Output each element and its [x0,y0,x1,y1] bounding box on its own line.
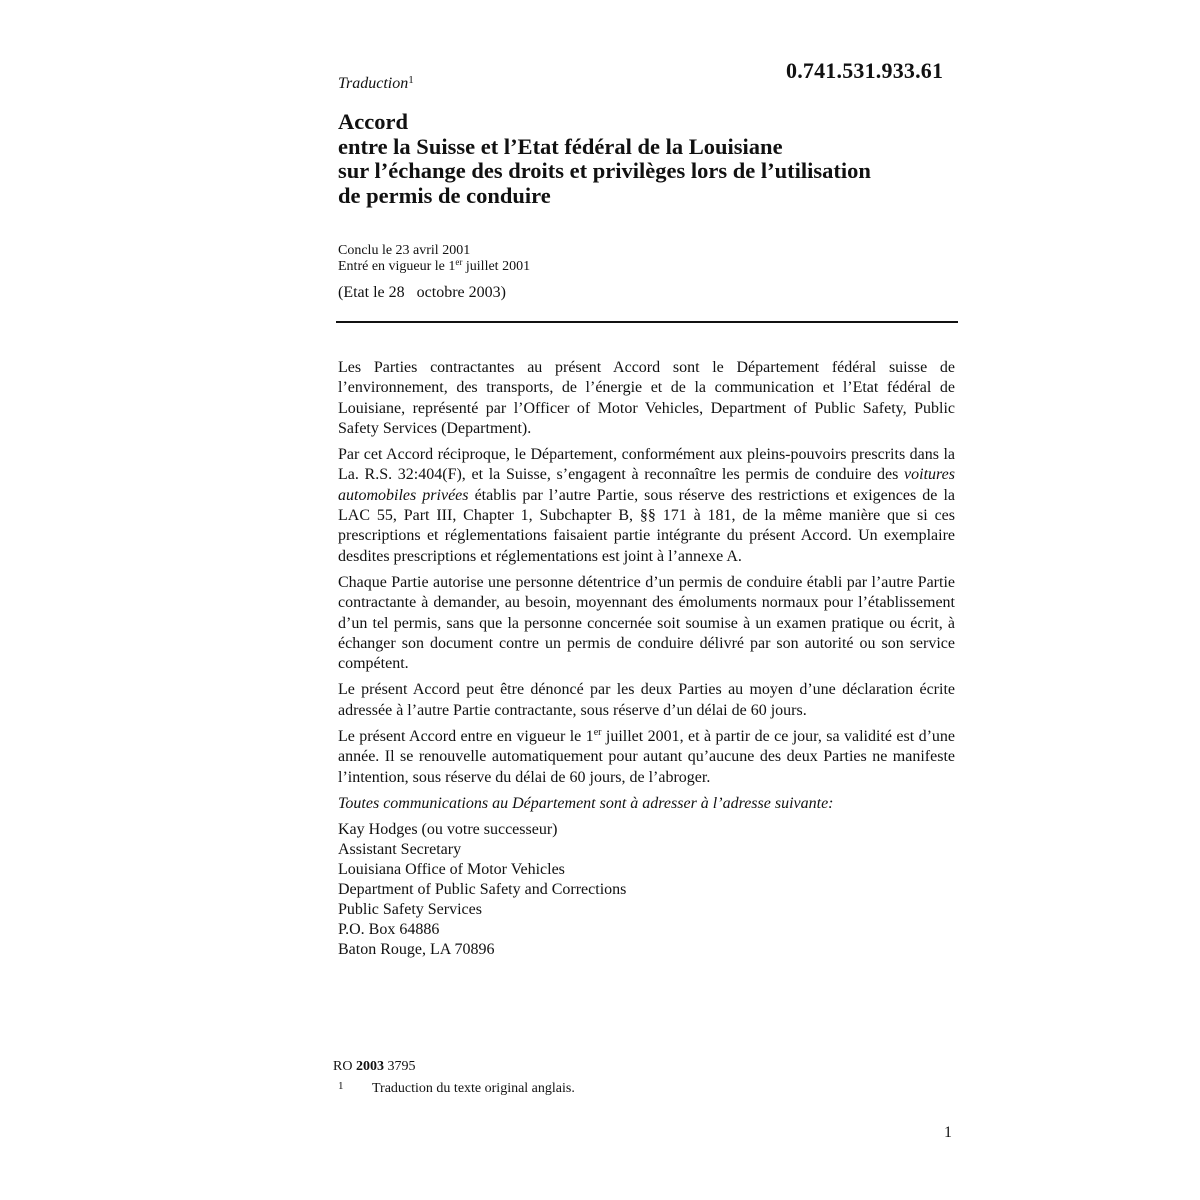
address-line: P.O. Box 64886 [338,921,440,939]
header-divider [336,321,958,323]
address-line: Public Safety Services [338,901,482,919]
status-date: (Etat le 28 octobre 2003) [338,284,506,301]
address-line: Assistant Secretary [338,841,462,859]
title-line: Accord [338,109,408,134]
title-line: entre la Suisse et l’Etat fédéral de la Louisiane [338,133,783,159]
address-line: Kay Hodges (ou votre successeur) [338,821,558,839]
entry-suffix: juillet 2001 [462,259,531,274]
document-title [338,110,871,208]
paragraph: Les Parties contractantes au présent Accord sont le Département fédéral suisse de l’environnement, des transports, de l’énergie et de la communication et l’Etat fédéral de Louisiane, représenté par l’Officer of Motor Vehicles, Department of Public Safety, Public Safety Services (Department). [338,359,955,437]
address-line: Department of Public Safety and Corrections [338,881,627,899]
footnote-number: 1 [338,1080,344,1092]
sr-number: 0.741.531.933.61 [786,58,944,83]
ro-page: 3795 [383,1059,416,1074]
paragraph-text: Par cet Accord réciproque, le Département, conformément aux pleins-pouvoirs prescrits dans la La. R.S. 32:404(F), et la Suisse, s’engagent à reconnaître les permis de conduire des [338,446,955,484]
paragraph-text: établis par l’autre Partie, sous réserve des restrictions et exigences de la LAC 55, Part III, Chapter 1, Subchapter B, §§ 171 à 181, de la même manière que si ces prescriptions et réglementations faisaient partie intégrante du présent Accord. Un exemplaire desdites prescriptions et réglementations est joint à l’annexe A. [338,486,955,565]
paragraph-text: Le présent Accord entre en vigueur le 1 [338,728,594,746]
ro-prefix: RO [333,1059,356,1074]
document-body [338,358,955,960]
address-line: Baton Rouge, LA 70896 [338,941,495,959]
communications-instruction: Toutes communications au Département sont à adresser à l’adresse suivante: [338,794,834,812]
ro-year: 2003 [355,1059,384,1074]
paragraph-text: juillet 2001, et à partir de ce jour, sa validité est d’une année. Il se renouvelle automatiquement pour autant qu’aucune des deux Parties ne manifeste l’intention, sous réserve du délai de 60 jours, de l’abroger. [338,728,956,786]
paragraph [338,727,955,788]
title-line: sur l’échange des droits et privilèges lors de l’utilisation [338,158,871,183]
ordinal-suffix: er [455,257,463,267]
traduction-label [338,74,414,93]
official-collection-reference [333,1059,415,1075]
emphasis-text: voitures automobiles privées [338,466,955,504]
page-number: 1 [944,1124,952,1141]
entry-prefix: Entré en vigueur le 1 [338,259,456,274]
paragraph: Chaque Partie autorise une personne détentrice d’un permis de conduire établi par l’autre Partie contractante à demander, au besoin, moyennant des émoluments normaux pour l’établissement d’un tel permis, sans que la personne concernée soit soumise à un examen pratique ou écrit, à échanger son document contre un permis de conduire délivré par son autorité ou son service compétent. [338,573,955,673]
traduction-text: Traduction [338,75,409,92]
paragraph: Le présent Accord peut être dénoncé par les deux Parties au moyen d’une déclaration écrite adressée à l’autre Partie contractante, sous réserve d’un délai de 60 jours. [338,681,955,719]
title-line: de permis de conduire [338,182,551,208]
footnote-reference: 1 [408,74,414,86]
conclu-date: Conclu le 23 avril 2001 [338,243,471,258]
footnote-text: Traduction du texte original anglais. [372,1081,575,1096]
paragraph [338,445,955,567]
footnote [338,1080,575,1097]
postal-address [338,820,955,960]
ordinal-suffix: er [593,727,602,739]
document-dates [338,243,530,275]
address-line: Louisiana Office of Motor Vehicles [338,861,565,879]
entry-into-force-date [338,259,530,275]
